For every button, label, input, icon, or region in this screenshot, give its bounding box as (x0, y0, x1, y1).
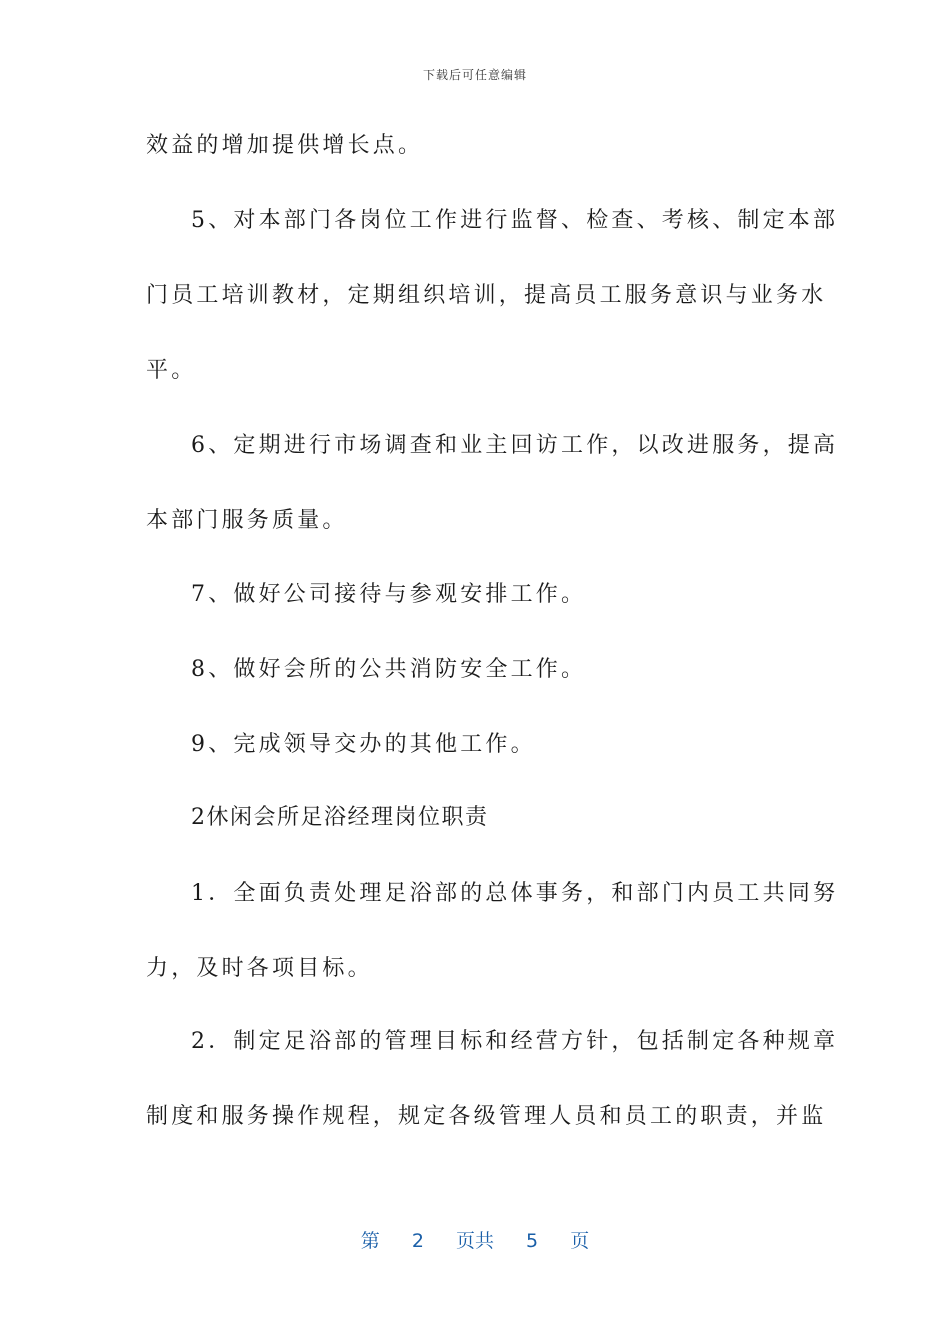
section-heading: 2休闲会所足浴经理岗位职责 (191, 805, 489, 830)
header-note: 下载后可任意编辑 (422, 68, 527, 82)
page-label-mid: 页共 (455, 1230, 494, 1252)
paragraph-line: 6、定期进行市场调查和业主回访工作，以改进服务，提高 (191, 433, 839, 458)
page-label-prefix: 第 (360, 1230, 380, 1252)
paragraph-line: 1．全面负责处理足浴部的总体事务，和部门内员工共同努 (191, 881, 839, 906)
paragraph-line: 制度和服务操作规程，规定各级管理人员和员工的职责，并监 (146, 1104, 827, 1129)
paragraph-line: 9、完成领导交办的其他工作。 (191, 732, 536, 757)
paragraph-line: 7、做好公司接待与参观安排工作。 (191, 582, 587, 607)
page-number-footer (0, 1226, 950, 1253)
total-pages-number: 5 (526, 1230, 539, 1252)
paragraph-line: 力，及时各项目标。 (146, 956, 373, 981)
paragraph-line: 门员工培训教材，定期组织培训，提高员工服务意识与业务水 (146, 283, 827, 308)
page-label-suffix: 页 (570, 1230, 590, 1252)
current-page-number: 2 (411, 1230, 424, 1252)
paragraph-line: 本部门服务质量。 (146, 508, 348, 533)
paragraph-line: 5、对本部门各岗位工作进行监督、检查、考核、制定本部 (191, 208, 839, 233)
paragraph-line: 2．制定足浴部的管理目标和经营方针，包括制定各种规章 (191, 1029, 839, 1054)
paragraph-line: 平。 (146, 358, 197, 383)
paragraph-line: 效益的增加提供增长点。 (146, 133, 424, 158)
paragraph-line: 8、做好会所的公共消防安全工作。 (191, 657, 587, 682)
